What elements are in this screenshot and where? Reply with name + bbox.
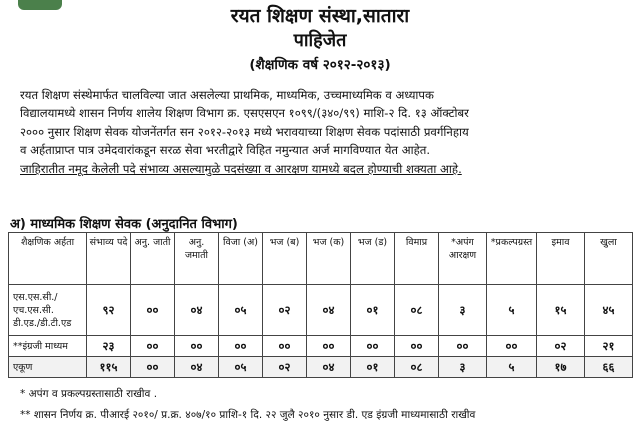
table-cell: ०५ xyxy=(219,285,263,336)
col-header: अनु. जमाती xyxy=(175,233,219,285)
section-title: अ) माध्यमिक शिक्षण सेवक (अनुदानित विभाग) xyxy=(10,217,238,232)
col-header: *अपंग आरक्षण xyxy=(439,233,487,285)
table-cell: ०८ xyxy=(395,285,439,336)
col-header: विमाप्र xyxy=(395,233,439,285)
table-total-row xyxy=(9,357,633,378)
row-label-line: **इंग्रजी माध्यम xyxy=(13,340,68,352)
row-label-line: डी.एड./डी.टी.एड xyxy=(13,317,72,329)
row-label xyxy=(9,336,87,357)
table-cell: ०० xyxy=(263,336,307,357)
col-header: भज (ड) xyxy=(351,233,395,285)
footnote-reservation: * अपंग व प्रकल्पग्रस्तासाठी राखीव . xyxy=(20,388,158,400)
intro-paragraph xyxy=(20,86,620,178)
advert-subtitle: पाहिजेत xyxy=(293,30,347,51)
intro-line: व अर्हताप्राप्त पात्र उमेदवारांकडून सरळ सेवा भरतीद्वारे विहित नमुन्यात अर्ज मागविण्यात येत आहेत. xyxy=(20,143,431,158)
col-header: संभाव्य पदे xyxy=(87,233,131,285)
col-header: अनु. जाती xyxy=(131,233,175,285)
table-cell: ०० xyxy=(351,336,395,357)
table-cell: ०० xyxy=(487,336,537,357)
table-cell: ०० xyxy=(219,336,263,357)
table-row xyxy=(9,336,633,357)
table-cell: १७ xyxy=(537,357,585,378)
table-cell: ०४ xyxy=(307,285,351,336)
col-header: शैक्षणिक अर्हता xyxy=(9,233,87,285)
col-header: खुला xyxy=(585,233,633,285)
row-label xyxy=(9,285,87,336)
table-cell: ०० xyxy=(395,336,439,357)
table-cell: ०८ xyxy=(395,357,439,378)
footnote-english-medium: ** शासन निर्णय क्र. पीआरई २०१०/ प्र.क्र. ४०७/१० प्राशि-१ दि. २२ जुलै २०१० नुसार डी. एड इंग्रजी माध्यमासाठी राखीव xyxy=(20,409,476,421)
table-cell: ५ xyxy=(487,357,537,378)
academic-year: (शैक्षणिक वर्ष २०१२-२०१३) xyxy=(249,57,391,73)
table-cell: २१ xyxy=(585,336,633,357)
col-header: भज (ब) xyxy=(263,233,307,285)
table-cell: ९२ xyxy=(87,285,131,336)
intro-disclaimer: जाहिरातीत नमूद केलेली पदे संभाव्य असल्यामुळे पदसंख्या व आरक्षण यामध्ये बदल होण्याची शक्यता आहे. xyxy=(20,161,462,176)
row-label-line: एस.एस.सी./ xyxy=(13,291,58,303)
org-title: रयत शिक्षण संस्था,सातारा xyxy=(230,5,410,27)
table-cell: ०५ xyxy=(219,357,263,378)
table-cell: ०० xyxy=(439,336,487,357)
table-cell: ०० xyxy=(307,336,351,357)
table-cell: ०२ xyxy=(263,357,307,378)
table-cell: ६६ xyxy=(585,357,633,378)
intro-line: विद्यालयामध्ये शासन निर्णय शालेय शिक्षण विभाग क्र. एसएसएन १०९९/(३४०/९९) माशि-२ दि. १३ ऑक्टोबर xyxy=(20,106,469,121)
table-row xyxy=(9,285,633,336)
table-cell: ०० xyxy=(131,285,175,336)
col-header: इमाव xyxy=(537,233,585,285)
row-label-line: एकूण xyxy=(13,361,33,373)
table-cell: ०० xyxy=(131,336,175,357)
intro-line: रयत शिक्षण संस्थेमार्फत चालविल्या जात असलेल्या प्राथमिक, माध्यमिक, उच्चमाध्यमिक व अध्यापक xyxy=(20,88,434,102)
table-header-row xyxy=(9,233,633,285)
table-cell: ०४ xyxy=(175,285,219,336)
table-cell: १५ xyxy=(537,285,585,336)
table-cell: ०० xyxy=(175,336,219,357)
table-cell: ०४ xyxy=(307,357,351,378)
intro-line: २००० नुसार शिक्षण सेवक योजनेंतर्गत सन २०१२-२०१३ मध्ये भरावयाच्या शिक्षण सेवक पदांसाठी प्रवर्गनिहाय xyxy=(20,124,469,139)
table-cell: ०४ xyxy=(175,357,219,378)
col-header: भज (क) xyxy=(307,233,351,285)
table-cell: ०२ xyxy=(263,285,307,336)
row-label xyxy=(9,357,87,378)
table-cell: ५ xyxy=(487,285,537,336)
table-cell: २३ xyxy=(87,336,131,357)
posts-table xyxy=(8,232,633,378)
table-cell: ११५ xyxy=(87,357,131,378)
table-cell: ०१ xyxy=(351,285,395,336)
table-cell: ०२ xyxy=(537,336,585,357)
table-cell: ३ xyxy=(439,357,487,378)
table-cell: ४५ xyxy=(585,285,633,336)
col-header: विजा (अ) xyxy=(219,233,263,285)
table-cell: ३ xyxy=(439,285,487,336)
row-label-line: एच.एस.सी. xyxy=(13,304,54,316)
table-cell: ०० xyxy=(131,357,175,378)
table-cell: ०१ xyxy=(351,357,395,378)
col-header: *प्रकल्पग्रस्त xyxy=(487,233,537,285)
